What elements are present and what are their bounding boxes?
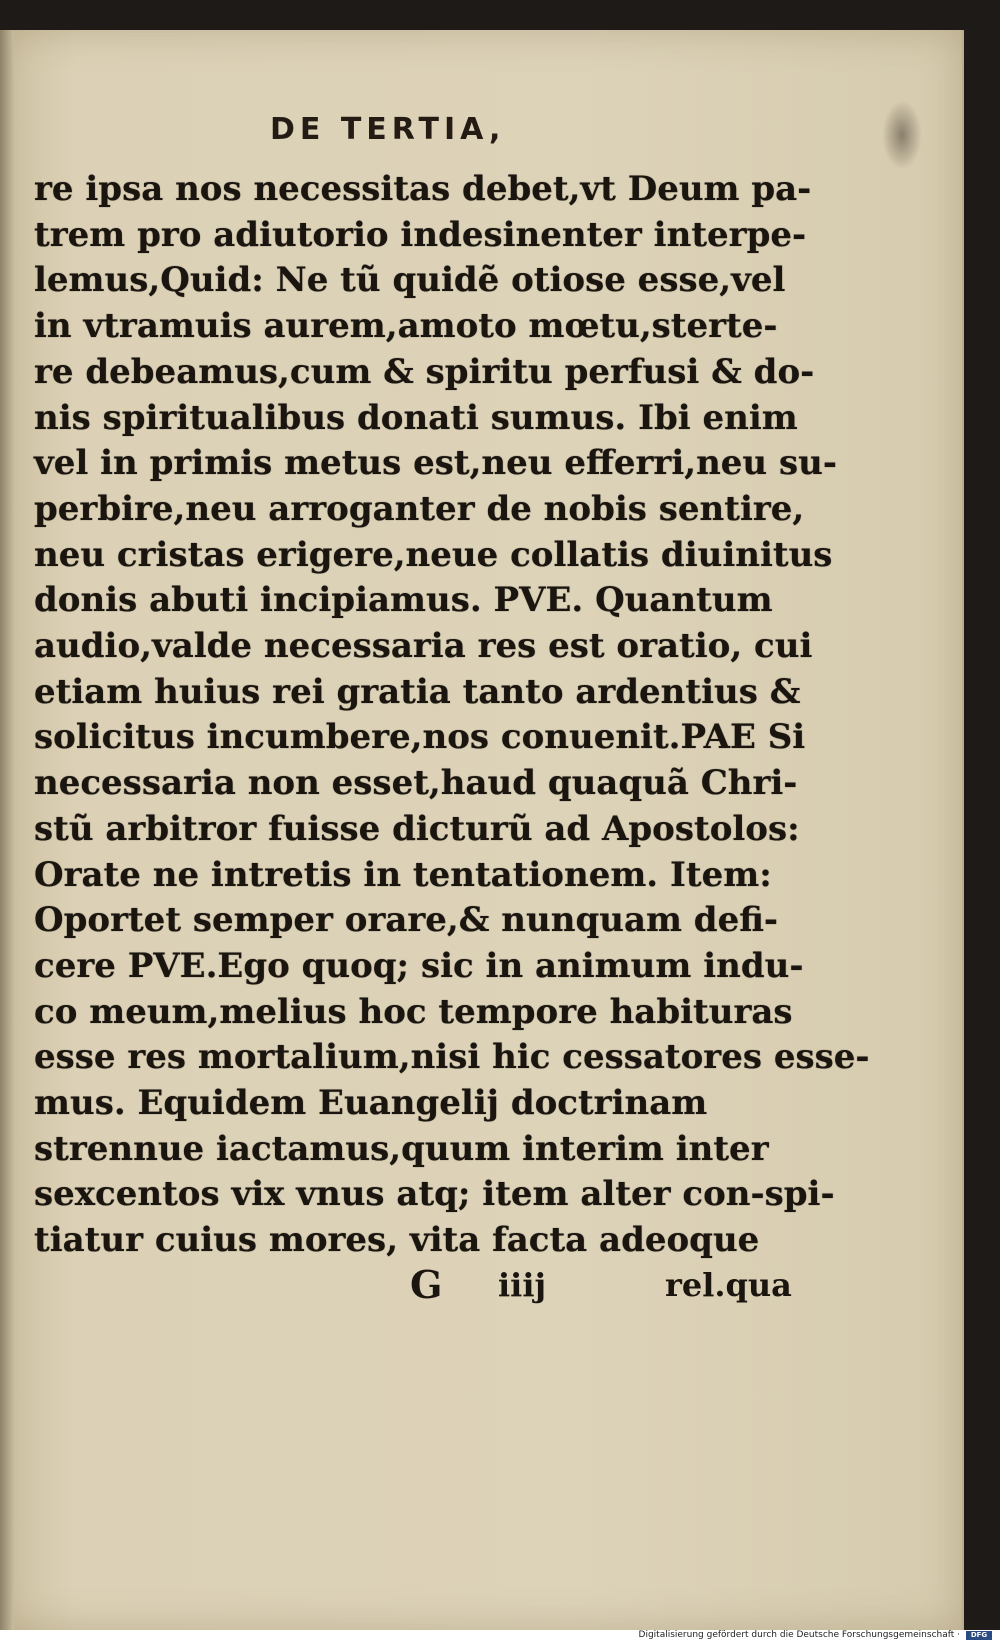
text-line: mus. Equidem Euangelij doctrinam — [34, 1083, 708, 1124]
page-binding-edge — [0, 30, 14, 1630]
text-line: co meum,melius hoc tempore habituras — [34, 991, 793, 1032]
text-line: tiatur cuius mores, vita facta adeoque — [34, 1220, 760, 1261]
text-line: neu cristas erigere,neue collatis diuinitus — [34, 534, 833, 575]
text-line: necessaria non esset,haud quaquã Chri- — [34, 763, 798, 804]
running-head: DE TERTIA, — [270, 112, 506, 147]
text-line: re debeamus,cum & spiritu perfusi & do- — [34, 351, 815, 392]
text-line: Orate ne intretis in tentationem. Item: — [34, 854, 772, 895]
text-line: esse res mortalium,nisi hic cessatores esse- — [34, 1037, 870, 1078]
signature-letter: G — [410, 1262, 443, 1307]
text-line: solicitus incumbere,nos conuenit.PAE Si — [34, 717, 806, 758]
text-line: re ipsa nos necessitas debet,vt Deum pa- — [34, 169, 812, 209]
dfg-logo: DFG — [966, 1631, 992, 1640]
text-line: audio,valde necessaria res est oratio, cui — [34, 626, 813, 667]
text-line: etiam huius rei gratia tanto ardentius & — [34, 671, 801, 712]
text-line: stũ arbitror fuisse dicturũ ad Apostolos: — [34, 808, 800, 849]
signature-line — [410, 1262, 810, 1312]
text-line: donis abuti incipiamus. PVE. Quantum — [34, 580, 773, 621]
text-line: in vtramuis aurem,amoto mœtu,sterte- — [34, 306, 778, 347]
text-line: trem pro adiutorio indesinenter interpe- — [34, 214, 807, 255]
text-line: sexcentos vix vnus atq; item alter con-spi- — [34, 1174, 835, 1215]
digitization-footer — [0, 1630, 1000, 1641]
catchword: rel.qua — [665, 1266, 792, 1304]
text-line: cere PVE.Ego quoq; sic in animum indu- — [34, 945, 804, 986]
text-line: nis spiritualibus donati sumus. Ibi enim — [34, 397, 798, 438]
text-line: strennue iactamus,quum interim inter — [34, 1128, 769, 1169]
text-line: perbire,neu arroganter de nobis sentire, — [34, 488, 805, 529]
text-line: vel in primis metus est,neu efferri,neu su- — [34, 443, 837, 484]
text-line: Oportet semper orare,& nunquam defi- — [34, 900, 779, 941]
book-page — [0, 30, 964, 1630]
body-text — [34, 167, 870, 1264]
footer-credit: Digitalisierung gefördert durch die Deutsche Forschungsgemeinschaft · — [638, 1630, 960, 1640]
text-line: lemus,Quid: Ne tũ quidẽ otiose esse,vel — [34, 260, 786, 301]
page-stain — [882, 100, 922, 170]
signature-number: iiij — [498, 1266, 547, 1304]
